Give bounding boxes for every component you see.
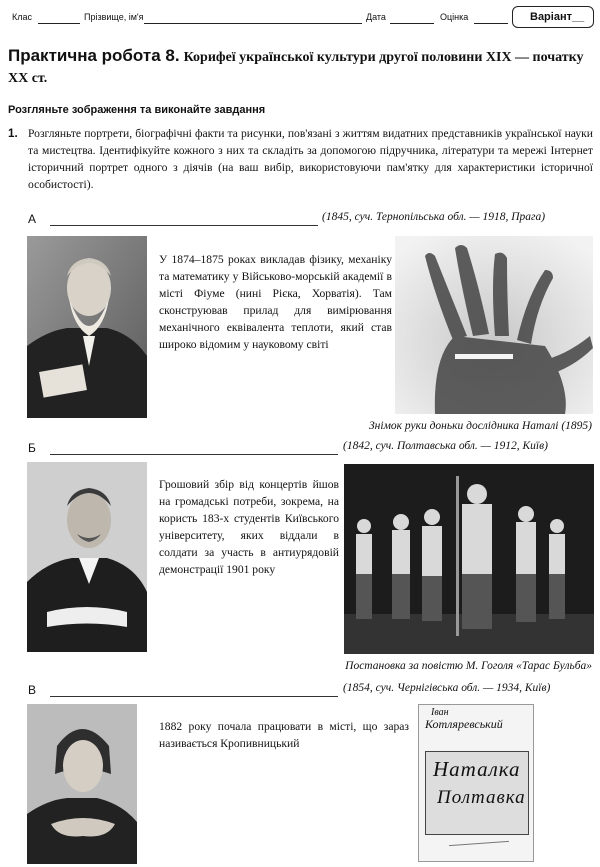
item-a-caption: Знімок руки доньки дослідника Наталі (1895): [368, 420, 592, 432]
cover-title-line2: Полтавка: [437, 787, 526, 808]
task-number: 1.: [8, 127, 18, 140]
task-text: Розгляньте портрети, біографічні факти та рисунки, пов'язані з життям видатних представників української науки та мистецтва. Ідентифікуйте кожного з них та складіть за допомогою підручника, літератури та мережі Інтернет історичний портрет одного з діячів (на ваш вибір, використовуючи пам'ятку для характеристики історичної особистості).: [28, 127, 593, 191]
page-title: [8, 46, 593, 89]
taras-bulba-stage-photo: [344, 464, 594, 654]
class-field[interactable]: [38, 23, 80, 24]
item-b-letter: Б: [28, 441, 36, 455]
instruction: Розгляньте зображення та виконайте завдання: [8, 104, 266, 116]
task-1: [8, 125, 593, 193]
class-label: Клас: [12, 12, 32, 22]
item-c-answer-line[interactable]: [50, 696, 338, 697]
portrait-c: [27, 704, 137, 864]
variant-box[interactable]: Варіант__: [512, 6, 594, 28]
portrait-a: [27, 236, 147, 418]
item-a-answer-line[interactable]: [50, 225, 318, 226]
cover-signature-scribble: [449, 841, 509, 846]
item-c-letter: В: [28, 683, 37, 697]
item-b-bio: Грошовий збір від концертів йшов на громадські потреби, зокрема, на користь 183-х студентів Київського університету, яких віддали в солдати за участь в антиурядовій демонстрації 1901 року: [159, 478, 339, 576]
grade-label: Оцінка: [440, 12, 469, 22]
book-cover-natalka-poltavka: [418, 704, 534, 862]
name-field[interactable]: [144, 23, 362, 24]
item-c-bio: 1882 року почала працювати в місті, що зараз називається Кропивницький: [159, 720, 409, 750]
item-a-dates: (1845, суч. Тернопільська обл. — 1918, Прага): [322, 211, 546, 223]
cover-title-line1: Наталка: [433, 757, 521, 781]
item-b-caption: Постановка за повістю М. Гоголя «Тарас Бульба»: [345, 660, 592, 672]
cover-author-first: Іван: [431, 707, 449, 718]
item-c-dates: (1854, суч. Чернігівська обл. — 1934, Київ): [343, 682, 551, 694]
portrait-b: [27, 462, 147, 652]
date-field[interactable]: [390, 23, 434, 24]
item-b-dates: (1842, суч. Полтавська обл. — 1912, Київ): [343, 440, 548, 452]
item-b-answer-line[interactable]: [50, 454, 338, 455]
item-a-bio: У 1874–1875 роках викладав фізику, механіку та математику у Військово-морській академії в місті Фіуме (нині Рієка, Хорватія). Там сконструював прилад для вимірювання механічного еквівалента теплоти, який став широко відомим у науковому світі: [159, 253, 392, 351]
date-label: Дата: [366, 12, 386, 22]
title-main: Практична робота 8.: [8, 46, 180, 65]
xray-hand-image: [395, 236, 593, 414]
name-label: Прізвище, ім'я: [84, 12, 144, 22]
item-a-letter: А: [28, 212, 37, 226]
grade-field[interactable]: [474, 23, 508, 24]
cover-author-last: Котляревський: [425, 717, 503, 731]
title-subtitle: Корифеї української культури другої половини XIX — початку XX ст.: [8, 50, 584, 86]
